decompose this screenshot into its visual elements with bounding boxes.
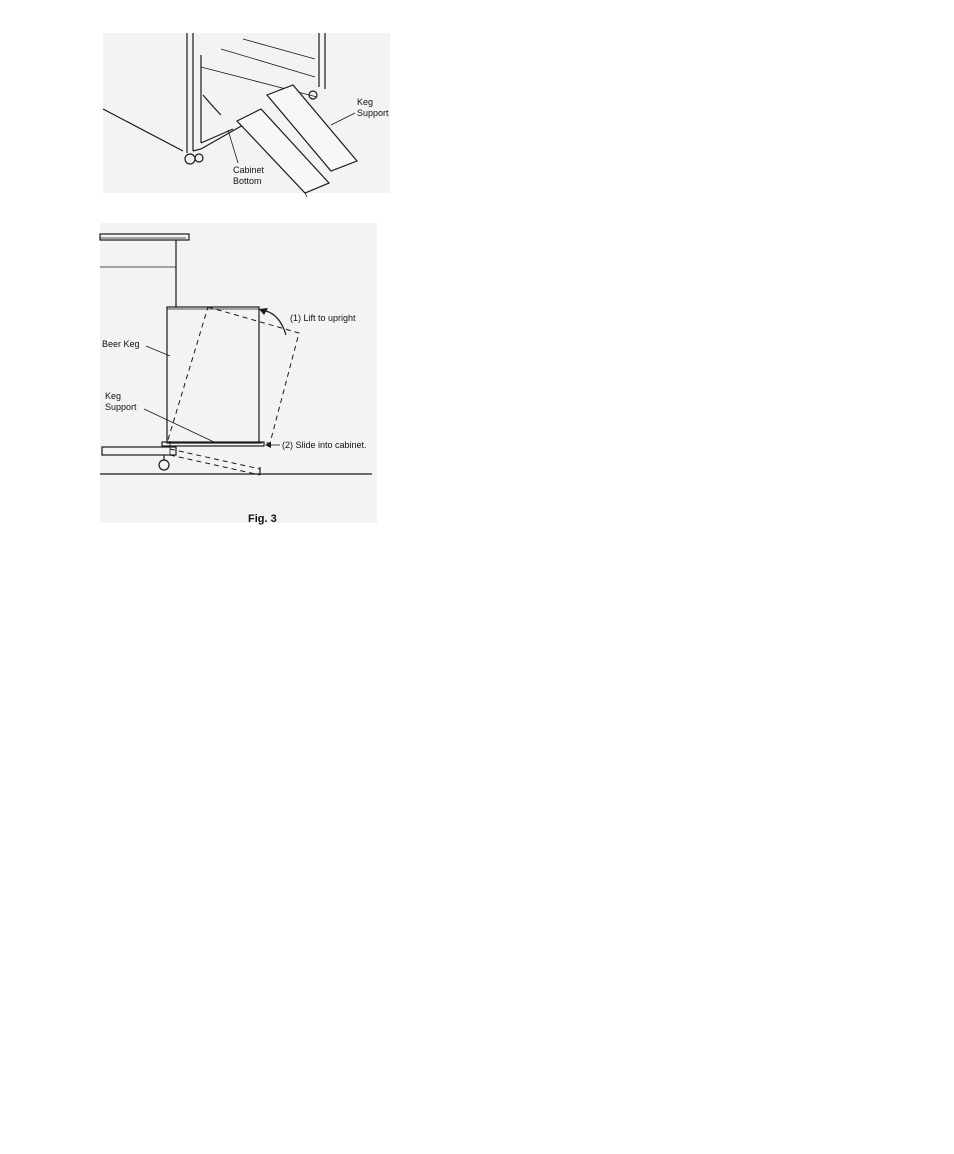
label-step-lift: (1) Lift to upright [290,313,356,323]
cabinet-bottom-curve [203,95,221,115]
counter-top [100,234,189,240]
leader-beer-keg [146,346,170,356]
caster-left [185,154,195,164]
label-beer-keg: Beer Keg [102,339,140,349]
label-keg-support [105,391,137,413]
label-cabinet-bottom-line2: Bottom [233,176,262,186]
top-illustration-panel [103,33,390,193]
cabinet-side-edge [103,109,183,151]
caster-left-2 [195,154,203,162]
caster [159,460,169,470]
keg-support-board-dashed [170,449,260,475]
beer-keg-tilted-outline [167,307,299,443]
label-cabinet-bottom-line1: Cabinet [233,165,265,175]
leader-cabinet-bottom [228,130,238,163]
cabinet-base [102,447,176,455]
leader-keg-support-top [331,113,355,125]
board-left-edge [305,193,307,197]
label-keg-support-top [357,97,389,119]
top-rail-2 [221,49,315,77]
keg-side-view-drawing [100,223,377,523]
label-keg-support-top-line2: Support [357,108,389,118]
beer-keg-upright [167,307,259,443]
label-keg-support-top-line1: Keg [357,97,374,107]
top-rail-1 [243,39,315,59]
label-step-slide: (2) Slide into cabinet. [282,440,367,450]
lift-arrow-arc [266,311,286,335]
label-keg-support-line2: Support [105,402,137,412]
figure-caption: Fig. 3 [248,513,277,525]
label-cabinet-bottom [233,165,264,187]
label-keg-support-line1: Keg [105,391,122,401]
bottom-illustration-panel [100,223,377,523]
leader-keg-support [144,409,214,442]
